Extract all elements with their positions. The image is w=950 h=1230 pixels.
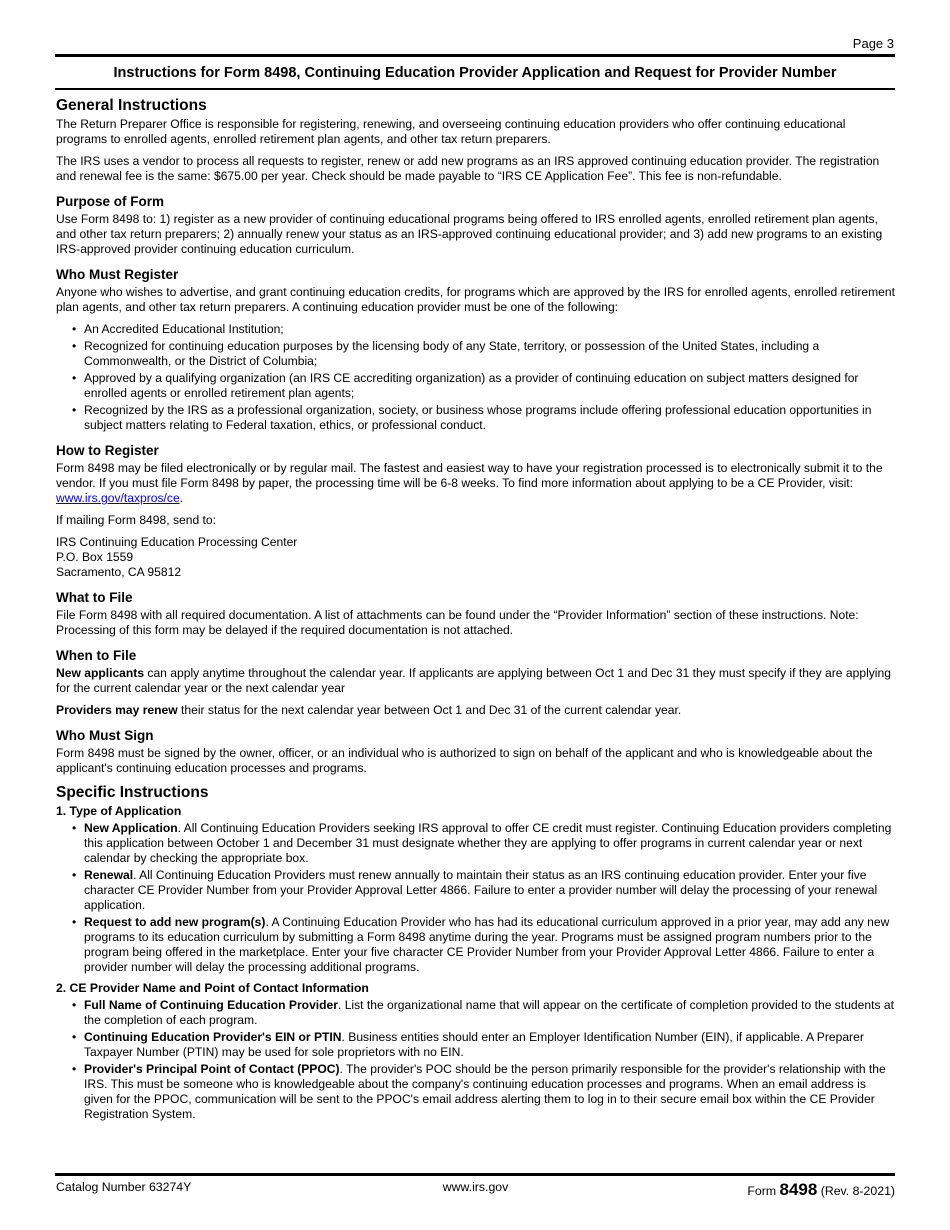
mailing-intro: If mailing Form 8498, send to: [56,513,216,527]
irs-ce-link[interactable]: www.irs.gov/taxpros/ce [56,491,180,505]
document-title: Instructions for Form 8498, Continuing Education Provider Application and Request for Provider Number [113,65,837,81]
list-item: • Recognized for continuing education purposes by the licensing body of any State, territory, or possession of the United States, including a Commonwealth, or the District of Columbia; [56,339,895,369]
who-must-sign-text: Form 8498 must be signed by the owner, officer, or an individual who is authorized to sign on behalf of the applicant and who is knowledgeable about the applicant's continuing education processes and programs. [56,746,873,775]
catalog-number: Catalog Number 63274Y [56,1180,192,1194]
document-body [56,96,895,1128]
general-paragraph-1: The Return Preparer Office is responsible for registering, renewing, and overseeing continuing education providers who offer continuing educational programs to enrolled agents, enrolled retirement plan agents, and other tax return preparers. [56,117,846,146]
who-must-register-heading: Who Must Register [56,267,179,282]
item-text: . The provider's POC should be the person primarily responsible for the provider's relationship with the IRS. This must be someone who is knowledgeable about the company's continuing education processes and programs. When an email address is given for the PPOC, communication will be sent to the PPOC's email address alerting them to log in to their secure email box within the CE Provider Registration System. [84,1062,886,1121]
form-revision [747,1180,895,1200]
item-text: . List the organizational name that will appear on the certificate of completion provided to the students at the completion of each program. [84,998,894,1027]
revision-date: (Rev. 8-2021) [817,1184,895,1198]
providers-renew-text: their status for the next calendar year between Oct 1 and Dec 31 of the current calendar year. [177,703,682,717]
providers-renew-label: Providers may renew [56,703,178,717]
how-to-register-text [56,461,895,506]
address-line: Sacramento, CA 95812 [56,565,182,579]
new-applicants-label: New applicants [56,666,145,680]
list-item [56,868,895,913]
footer-website: www.irs.gov [442,1180,509,1194]
provider-contact-heading: 2. CE Provider Name and Point of Contact Information [56,981,369,995]
address-line: IRS Continuing Education Processing Center [56,535,298,549]
form-number: 8498 [779,1180,818,1199]
purpose-heading: Purpose of Form [56,194,165,209]
purpose-text: Use Form 8498 to: 1) register as a new provider of continuing educational programs being offered to IRS enrolled agents, enrolled retirement plan agents, and other tax return preparers; 2) annually renew your status as an IRS-approved continuing educational provider; and 3) add new programs to an existing IRS-approved provider continuing education curriculum. [56,212,883,256]
list-item [56,915,895,975]
new-applicants-paragraph [56,666,895,696]
title-rule [55,88,895,90]
application-type-list [56,821,895,975]
type-of-application-heading: 1. Type of Application [56,804,182,818]
page-number: Page 3 [852,36,894,51]
item-text: . All Continuing Education Providers seeking IRS approval to offer CE credit must register. Continuing Education providers completing this application between October 1 and December 31 must designate whether they are applying to offer programs in current calendar year or next calendar by checking the appropriate box. [84,821,892,865]
list-item [56,1030,895,1060]
item-text: . A Continuing Education Provider who has had its educational curriculum approved in a prior year, may add any new programs to its education curriculum by submitting a Form 8498 anytime during the year. Programs must be assigned program numbers prior to the program being offered in the marketplace. Enter your five character CE Provider Number from your Provider Approval Letter 4866. Failure to enter a provider number will delay the processing additional programs. [84,915,890,974]
item-text: . Business entities should enter an Employer Identification Number (EIN), if applicable. A Preparer Taxpayer Number (PTIN) may be used for sole proprietors with no EIN. [84,1030,864,1059]
provider-contact-list [56,998,895,1122]
list-item [56,1062,895,1122]
item-label: Full Name of Continuing Education Provider [84,998,338,1012]
item-text: . All Continuing Education Providers must renew annually to maintain their status as an IRS continuing education provider. Enter your five character CE Provider Number from your Provider Approval Letter 4866. Failure to enter a provider number will delay the processing of your renewal application. [84,868,878,912]
list-item: • Approved by a qualifying organization (an IRS CE accrediting organization) as a provider of continuing education on subject matters designed for enrolled agents or enrolled retirement plan agents; [56,371,895,401]
item-label: Continuing Education Provider's EIN or PTIN [84,1030,342,1044]
page-footer [56,1180,895,1200]
item-label: Request to add new program(s) [84,915,266,929]
general-instructions-heading: General Instructions [56,97,207,114]
who-must-register-intro: Anyone who wishes to advertise, and grant continuing education credits, for programs which are approved by the IRS for enrolled agents, enrolled retirement plan agents, and other tax return preparers. A continuing education provider must be one of the following: [56,285,895,314]
address-line: P.O. Box 1559 [56,550,134,564]
how-to-register-body: Form 8498 may be filed electronically or by regular mail. The fastest and easiest way to have your registration processed is to electronically submit it to the vendor. If you must file Form 8498 by paper, the processing time will be 6-8 weeks. To find more information about applying to be a CE Provider, visit: [56,461,883,490]
mailing-address [56,535,895,580]
specific-instructions-heading: Specific Instructions [56,784,209,801]
provider-type-list [56,322,895,433]
general-paragraph-2: The IRS uses a vendor to process all requests to register, renew or add new programs as an IRS approved continuing education provider. The registration and renewal fee is the same: $675.00 per year. Check should be made payable to “IRS CE Application Fee”. This fee is non-refundable. [56,154,880,183]
what-to-file-heading: What to File [56,590,133,605]
providers-renew-paragraph [56,703,895,718]
new-applicants-text: can apply anytime throughout the calendar year. If applicants are applying between Oct 1 and Dec 31 they must specify if they are applying for the current calendar year or the next calendar year [56,666,891,695]
list-item [56,821,895,866]
when-to-file-heading: When to File [56,648,137,663]
how-to-register-heading: How to Register [56,443,159,458]
what-to-file-text: File Form 8498 with all required documentation. A list of attachments can be found under the “Provider Information” section of these instructions. Note: Processing of this form may be delayed if the required documentation is not attached. [56,608,859,637]
item-label: Renewal [84,868,134,882]
top-rule [55,54,895,57]
list-item: • Recognized by the IRS as a professional organization, society, or business whose programs include offering professional education opportunities in subject matters relating to Federal taxation, ethics, or professional conduct. [56,403,895,433]
list-item: • An Accredited Educational Institution; [56,322,895,337]
item-label: Provider's Principal Point of Contact (PPOC) [84,1062,340,1076]
link-period: . [179,491,184,505]
list-item [56,998,895,1028]
item-label: New Application [84,821,178,835]
form-prefix: Form [747,1184,780,1198]
footer-rule [55,1173,895,1176]
who-must-sign-heading: Who Must Sign [56,728,154,743]
